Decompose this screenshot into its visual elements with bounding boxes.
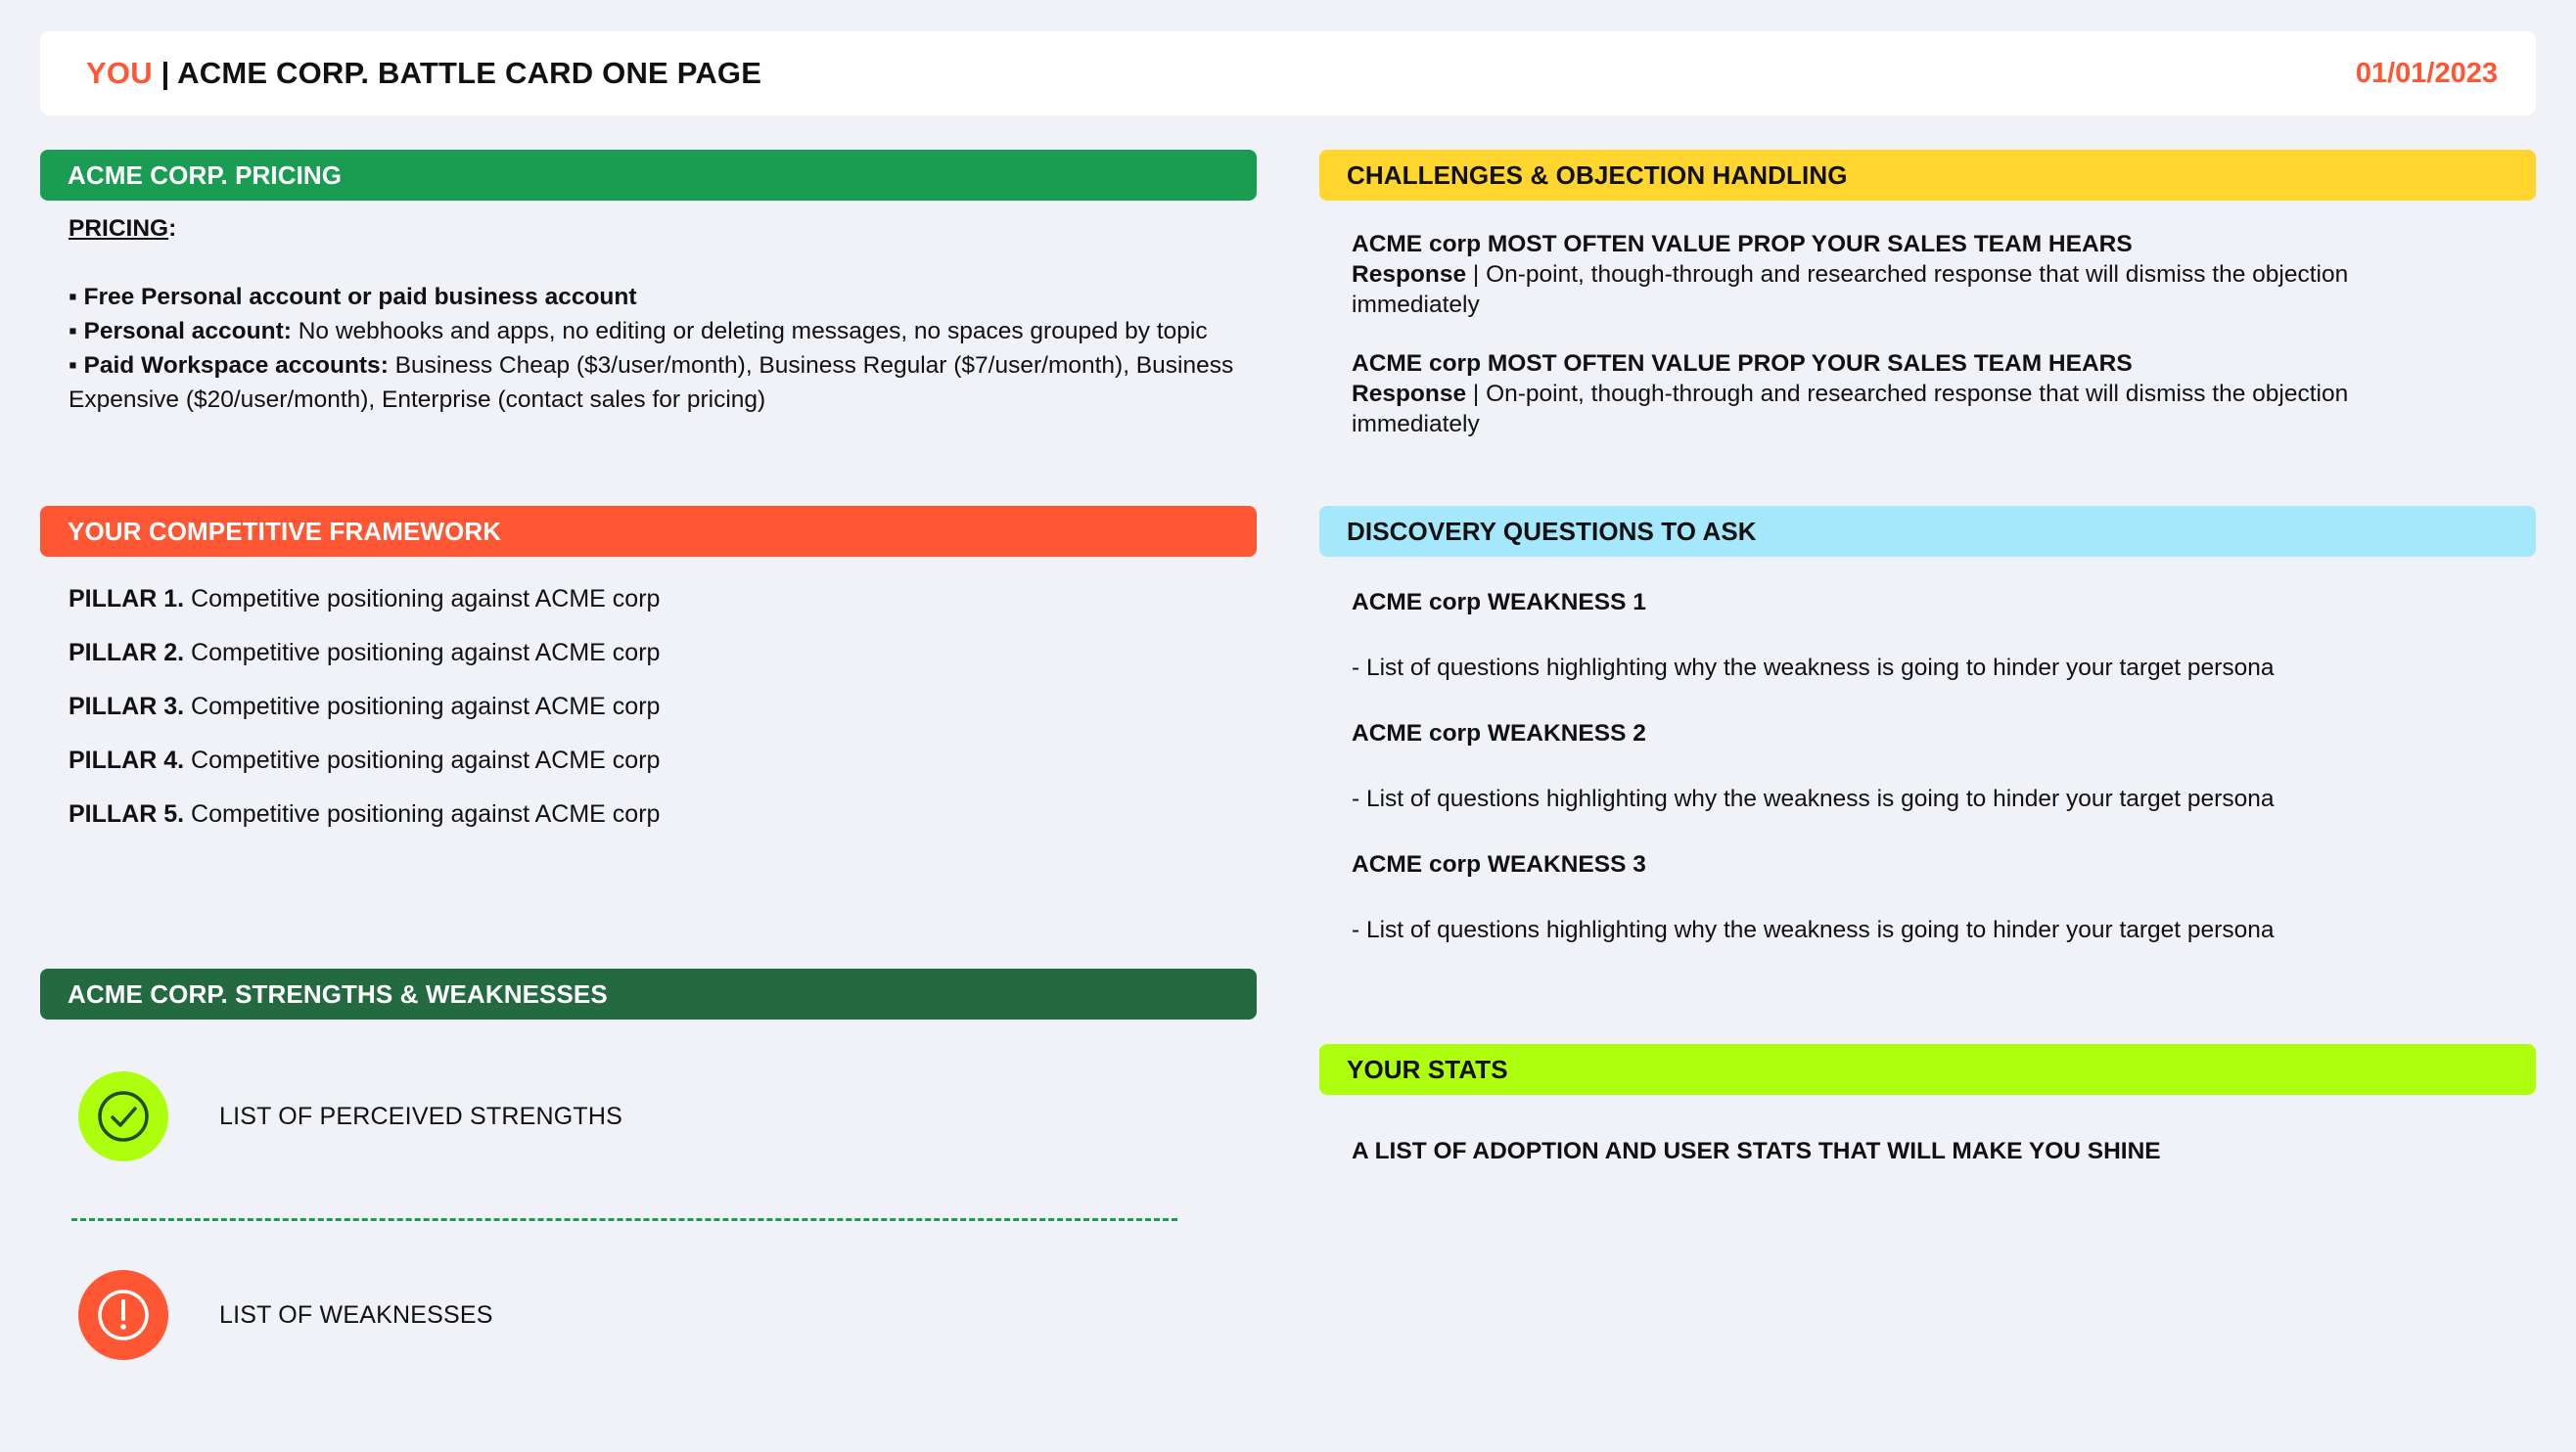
weaknesses-row <box>40 1270 1257 1360</box>
page-date: 01/01/2023 <box>2355 57 2498 89</box>
discovery-heading: DISCOVERY QUESTIONS TO ASK <box>1319 506 2536 557</box>
challenges-body <box>1319 229 2448 439</box>
pricing-line-2-bold: Personal account: <box>83 318 292 344</box>
stats-heading: YOUR STATS <box>1319 1044 2536 1095</box>
response-text: | On-point, though-through and researched response that will dismiss the objection immediately <box>1352 381 2349 437</box>
strengths-section <box>40 969 1257 1360</box>
pillar-item <box>69 572 1257 626</box>
pricing-line-3-bold: Paid Workspace accounts: <box>83 352 389 379</box>
pillar-text: Competitive positioning against ACME corp <box>184 800 661 828</box>
pillar-text: Competitive positioning against ACME corp <box>184 639 661 666</box>
objection-title: ACME corp MOST OFTEN VALUE PROP YOUR SALES TEAM HEARS <box>1352 231 2133 257</box>
pillar-item <box>69 680 1257 734</box>
weakness-questions: - List of questions highlighting why the weakness is going to hinder your target persona <box>1352 917 2275 943</box>
pillar-item <box>69 734 1257 788</box>
challenges-heading: CHALLENGES & OBJECTION HANDLING <box>1319 150 2536 201</box>
response-text: | On-point, though-through and researched response that will dismiss the objection immediately <box>1352 261 2349 318</box>
objection-item <box>1352 348 2448 439</box>
pricing-line-1 <box>69 280 1243 314</box>
pricing-body <box>40 211 1243 417</box>
framework-heading: YOUR COMPETITIVE FRAMEWORK <box>40 506 1257 557</box>
pillar-list <box>40 572 1257 841</box>
weakness-title: ACME corp WEAKNESS 1 <box>1352 589 1646 615</box>
framework-section <box>40 506 1257 841</box>
strengths-heading: ACME CORP. STRENGTHS & WEAKNESSES <box>40 969 1257 1020</box>
page-header <box>40 31 2536 115</box>
discovery-body <box>1319 582 2536 951</box>
you-label: YOU <box>86 56 153 90</box>
bullet-1: ▪ <box>69 284 84 310</box>
strengths-row <box>40 1071 1257 1161</box>
pricing-line-2 <box>69 314 1243 348</box>
stats-section <box>1319 1044 2536 1165</box>
pillar-text: Competitive positioning against ACME corp <box>184 747 661 774</box>
pillar-text: Competitive positioning against ACME corp <box>184 693 661 720</box>
bullet-3: ▪ <box>69 352 84 379</box>
title-text: ACME CORP. BATTLE CARD ONE PAGE <box>177 56 762 90</box>
title-separator: | <box>152 56 178 90</box>
pricing-line-3 <box>69 348 1243 417</box>
pillar-label: PILLAR 1. <box>69 585 185 613</box>
pillar-label: PILLAR 3. <box>69 693 185 720</box>
pillar-label: PILLAR 2. <box>69 639 185 666</box>
objection-title: ACME corp MOST OFTEN VALUE PROP YOUR SALES TEAM HEARS <box>1352 350 2133 377</box>
challenges-section <box>1319 150 2536 439</box>
weakness-questions: - List of questions highlighting why the weakness is going to hinder your target persona <box>1352 786 2275 812</box>
objection-item <box>1352 229 2448 320</box>
pricing-heading: ACME CORP. PRICING <box>40 150 1257 201</box>
divider <box>71 1218 1177 1221</box>
stats-text: A LIST OF ADOPTION AND USER STATS THAT WILL MAKE YOU SHINE <box>1352 1138 2161 1164</box>
weakness-questions: - List of questions highlighting why the weakness is going to hinder your target persona <box>1352 655 2275 681</box>
pillar-item <box>69 788 1257 841</box>
pricing-colon: : <box>168 215 177 242</box>
page-title <box>86 56 761 91</box>
pricing-section <box>40 150 1257 417</box>
pricing-line-1-bold: Free Personal account or paid business account <box>83 284 637 310</box>
pricing-label: PRICING <box>69 215 169 242</box>
pricing-line-2-text: No webhooks and apps, no editing or deleting messages, no spaces grouped by topic <box>291 318 1208 344</box>
check-circle-icon <box>78 1071 168 1161</box>
response-label: Response <box>1352 261 1467 288</box>
weaknesses-label: LIST OF WEAKNESSES <box>219 1300 493 1329</box>
pillar-item <box>69 626 1257 680</box>
pillar-text: Competitive positioning against ACME corp <box>184 585 661 613</box>
weakness-title: ACME corp WEAKNESS 2 <box>1352 720 1646 747</box>
strengths-label: LIST OF PERCEIVED STRENGTHS <box>219 1102 622 1130</box>
pillar-label: PILLAR 4. <box>69 747 185 774</box>
weakness-title: ACME corp WEAKNESS 3 <box>1352 851 1646 878</box>
pricing-line-3-text: Business Cheap ($3/user/month), Business Regular ($7/user/month), Business Expensive ($20/user/month), Enterprise (contact sales for pricing) <box>69 352 1234 413</box>
discovery-section <box>1319 506 2536 951</box>
pillar-label: PILLAR 5. <box>69 800 185 828</box>
bullet-2: ▪ <box>69 318 84 344</box>
response-label: Response <box>1352 381 1467 407</box>
exclamation-circle-icon <box>78 1270 168 1360</box>
